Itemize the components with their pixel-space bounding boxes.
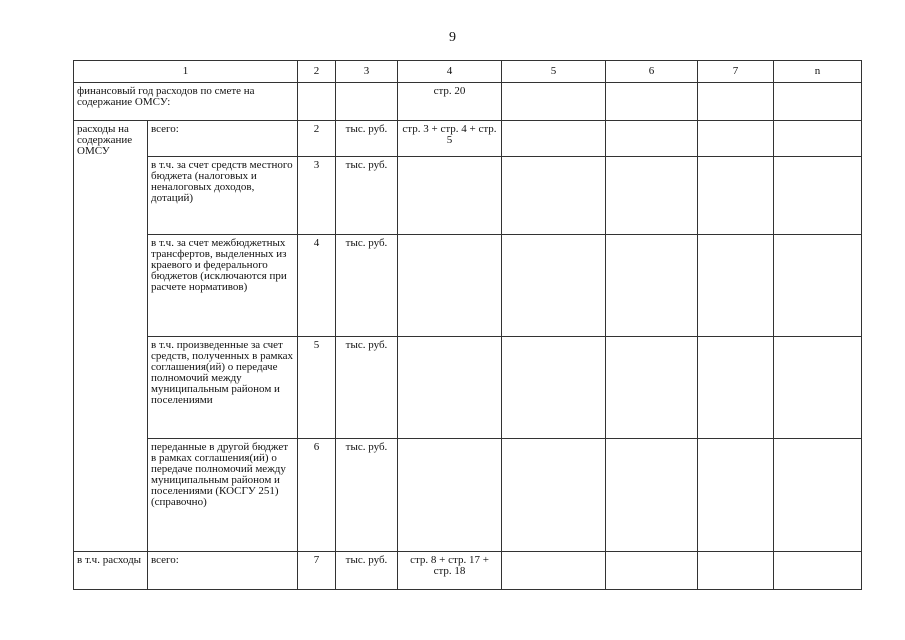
report-table xyxy=(73,60,862,590)
row-unit: тыс. руб. xyxy=(336,235,398,337)
row-unit: тыс. руб. xyxy=(336,552,398,590)
fin-year-label: финансовый год расходов по смете на содержание ОМСУ: xyxy=(74,83,298,121)
row-col4: стр. 3 + стр. 4 + стр. 5 xyxy=(398,121,502,157)
row-col4 xyxy=(398,337,502,439)
row-num: 3 xyxy=(298,157,336,235)
row-label: в т.ч. произведенные за счет средств, полученных в рамках соглашения(ий) о передаче полномочий между муниципальным районом и поселениями xyxy=(148,337,298,439)
group2-label: в т.ч. расходы xyxy=(74,552,148,590)
row-unit: тыс. руб. xyxy=(336,337,398,439)
fin-year-num xyxy=(298,83,336,121)
row-label: в т.ч. за счет межбюджетных трансфертов, выделенных из краевого и федерального бюджетов (исключаются при расчете нормативов) xyxy=(148,235,298,337)
header-col-6: 6 xyxy=(606,61,698,83)
header-col-7: 7 xyxy=(698,61,774,83)
table-row xyxy=(74,337,862,439)
row-num: 2 xyxy=(298,121,336,157)
page-number: 9 xyxy=(449,30,456,45)
row-unit: тыс. руб. xyxy=(336,439,398,552)
header-col-2: 2 xyxy=(298,61,336,83)
header-col-5: 5 xyxy=(502,61,606,83)
header-col-n: n xyxy=(774,61,862,83)
header-col-3: 3 xyxy=(336,61,398,83)
row-label: всего: xyxy=(148,552,298,590)
header-row xyxy=(74,61,862,83)
table-row xyxy=(74,439,862,552)
row-num: 7 xyxy=(298,552,336,590)
group1-label: расходы на содержание ОМСУ xyxy=(74,121,148,552)
header-col-4: 4 xyxy=(398,61,502,83)
header-col-1: 1 xyxy=(74,61,298,83)
row-col4: стр. 8 + стр. 17 + стр. 18 xyxy=(398,552,502,590)
table-row xyxy=(74,235,862,337)
row-label: переданные в другой бюджет в рамках соглашения(ий) о передаче полномочий между муниципальным районом и поселениями (КОСГУ 251) (справочно) xyxy=(148,439,298,552)
row-unit: тыс. руб. xyxy=(336,157,398,235)
fin-year-unit xyxy=(336,83,398,121)
row-unit: тыс. руб. xyxy=(336,121,398,157)
table-row xyxy=(74,121,862,157)
fin-year-col4: стр. 20 xyxy=(398,83,502,121)
row-label: всего: xyxy=(148,121,298,157)
row-num: 6 xyxy=(298,439,336,552)
row-fin-year xyxy=(74,83,862,121)
table-row xyxy=(74,552,862,590)
row-col4 xyxy=(398,235,502,337)
row-num: 4 xyxy=(298,235,336,337)
row-col4 xyxy=(398,157,502,235)
row-col4 xyxy=(398,439,502,552)
row-label: в т.ч. за счет средств местного бюджета (налоговых и неналоговых доходов, дотаций) xyxy=(148,157,298,235)
table-row xyxy=(74,157,862,235)
row-num: 5 xyxy=(298,337,336,439)
